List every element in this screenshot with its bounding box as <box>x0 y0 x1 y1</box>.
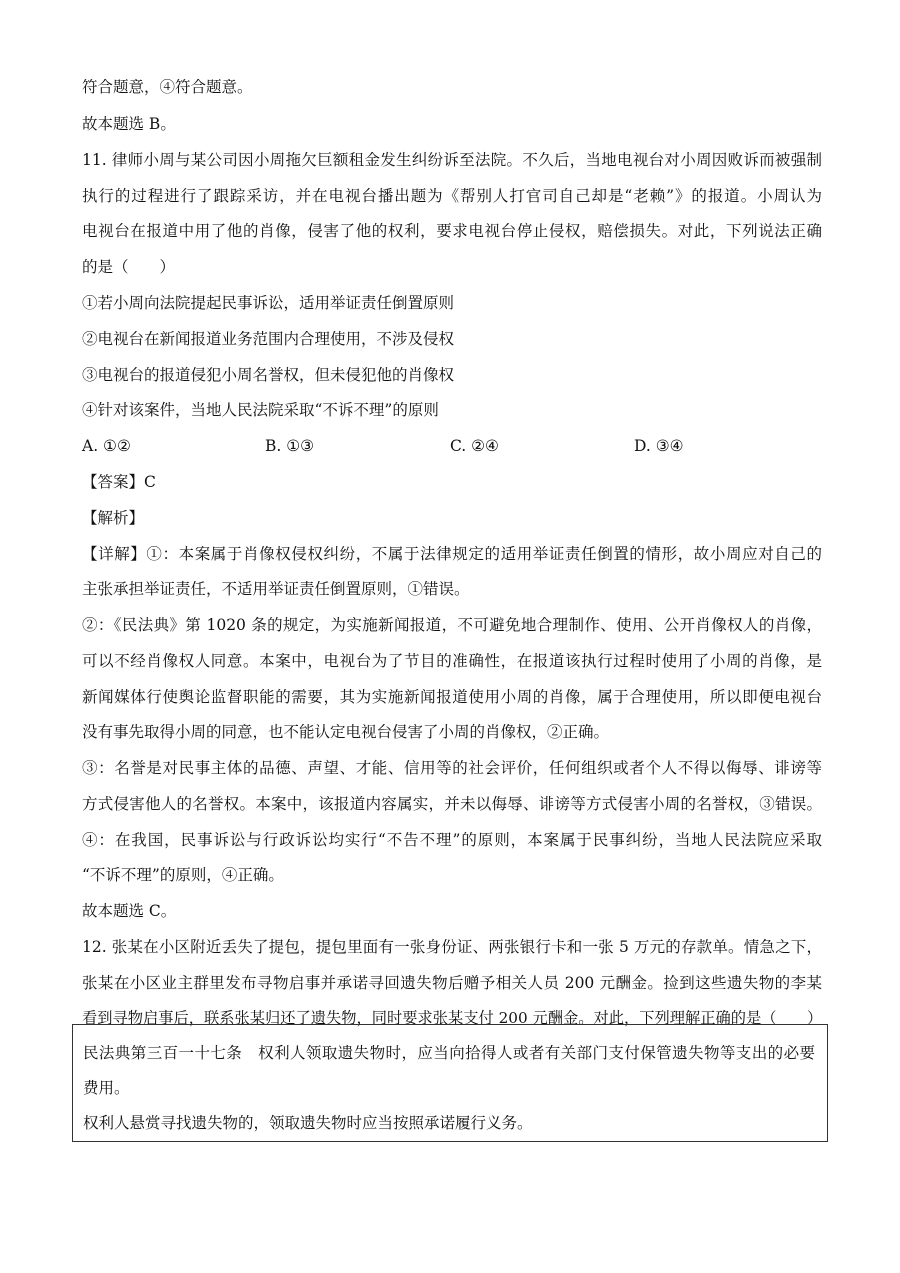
statement: ①若小周向法院提起民事诉讼，适用举证责任倒置原则 <box>82 294 455 312</box>
box-line: 费用。 <box>83 1079 130 1097</box>
detail-line: 新闻媒体行使舆论监督职能的需要，其为实施新闻报道使用小周的肖像，属于合理使用，所以即便电视台 <box>82 688 822 706</box>
question-12-stem: 12. 张某在小区附近丢失了提包，提包里面有一张身份证、两张银行卡和一张 5 万元的存款单。情急之下， <box>82 938 822 956</box>
question-11-stem: 执行的过程进行了跟踪采访，并在电视台播出题为《帮别人打官司自己却是“老赖”》的报道。小周认为 <box>82 187 822 205</box>
detail-line: “不诉不理”的原则，④正确。 <box>82 866 284 884</box>
answer: 【答案】C <box>82 473 156 491</box>
legal-text-box <box>72 1024 828 1142</box>
option-a: A. ①② <box>82 437 131 455</box>
detail-line: 主张承担举证责任，不适用举证责任倒置原则，①错误。 <box>82 580 470 598</box>
box-line: 权利人悬赏寻找遗失物的，领取遗失物时应当按照承诺履行义务。 <box>83 1114 533 1132</box>
detail-line: 方式侵害他人的名誉权。本案中，该报道内容属实，并未以侮辱、诽谤等方式侵害小周的名誉权，③错误。 <box>82 795 822 813</box>
statement: ④针对该案件，当地人民法院采取“不诉不理”的原则 <box>82 401 439 419</box>
detail-line: 【详解】①：本案属于肖像权侵权纠纷，不属于法律规定的适用举证责任倒置的情形，故小周应对自己的 <box>82 545 822 563</box>
detail-line: ④：在我国，民事诉讼与行政诉讼均实行“不告不理”的原则，本案属于民事纠纷，当地人民法院应采取 <box>82 831 822 849</box>
statement: ③电视台的报道侵犯小周名誉权，但未侵犯他的肖像权 <box>82 366 455 384</box>
detail-line: 可以不经肖像权人同意。本案中，电视台为了节目的准确性，在报道该执行过程时使用了小周的肖像，是 <box>82 652 822 670</box>
text-line: 故本题选 B。 <box>82 115 176 133</box>
box-line: 民法典第三百一十七条 权利人领取遗失物时，应当向拾得人或者有关部门支付保管遗失物等支出的必要 <box>83 1044 815 1062</box>
option-c: C. ②④ <box>450 437 499 455</box>
option-b: B. ①③ <box>265 437 315 455</box>
text-line: 符合题意，④符合题意。 <box>82 78 253 96</box>
analysis-label: 【解析】 <box>82 509 145 527</box>
detail-line: ②：《民法典》第 1020 条的规定，为实施新闻报道，不可避免地合理制作、使用、公开肖像权人的肖像， <box>82 616 822 634</box>
question-12-stem: 张某在小区业主群里发布寻物启事并承诺寻回遗失物后赠予相关人员 200 元酬金。捡到这些遗失物的李某 <box>82 974 822 992</box>
conclusion: 故本题选 C。 <box>82 902 177 920</box>
detail-line: 没有事先取得小周的同意，也不能认定电视台侵害了小周的肖像权，②正确。 <box>82 723 610 741</box>
question-11-stem: 电视台在报道中用了他的肖像，侵害了他的权利，要求电视台停止侵权，赔偿损失。对此，下列说法正确 <box>82 222 822 240</box>
question-12-stem: 看到寻物启事后，联系张某归还了遗失物，同时要求张某支付 200 元酬金。对此，下列理解正确的是（ ） <box>82 1009 823 1027</box>
question-11-stem: 的是（ ） <box>82 258 176 276</box>
statement: ②电视台在新闻报道业务范围内合理使用，不涉及侵权 <box>82 330 455 348</box>
option-d: D. ③④ <box>634 437 684 455</box>
question-11-stem: 11. 律师小周与某公司因小周拖欠巨额租金发生纠纷诉至法院。不久后，当地电视台对小周因败诉而被强制 <box>82 151 822 169</box>
detail-line: ③：名誉是对民事主体的品德、声望、才能、信用等的社会评价，任何组织或者个人不得以侮辱、诽谤等 <box>82 759 822 777</box>
